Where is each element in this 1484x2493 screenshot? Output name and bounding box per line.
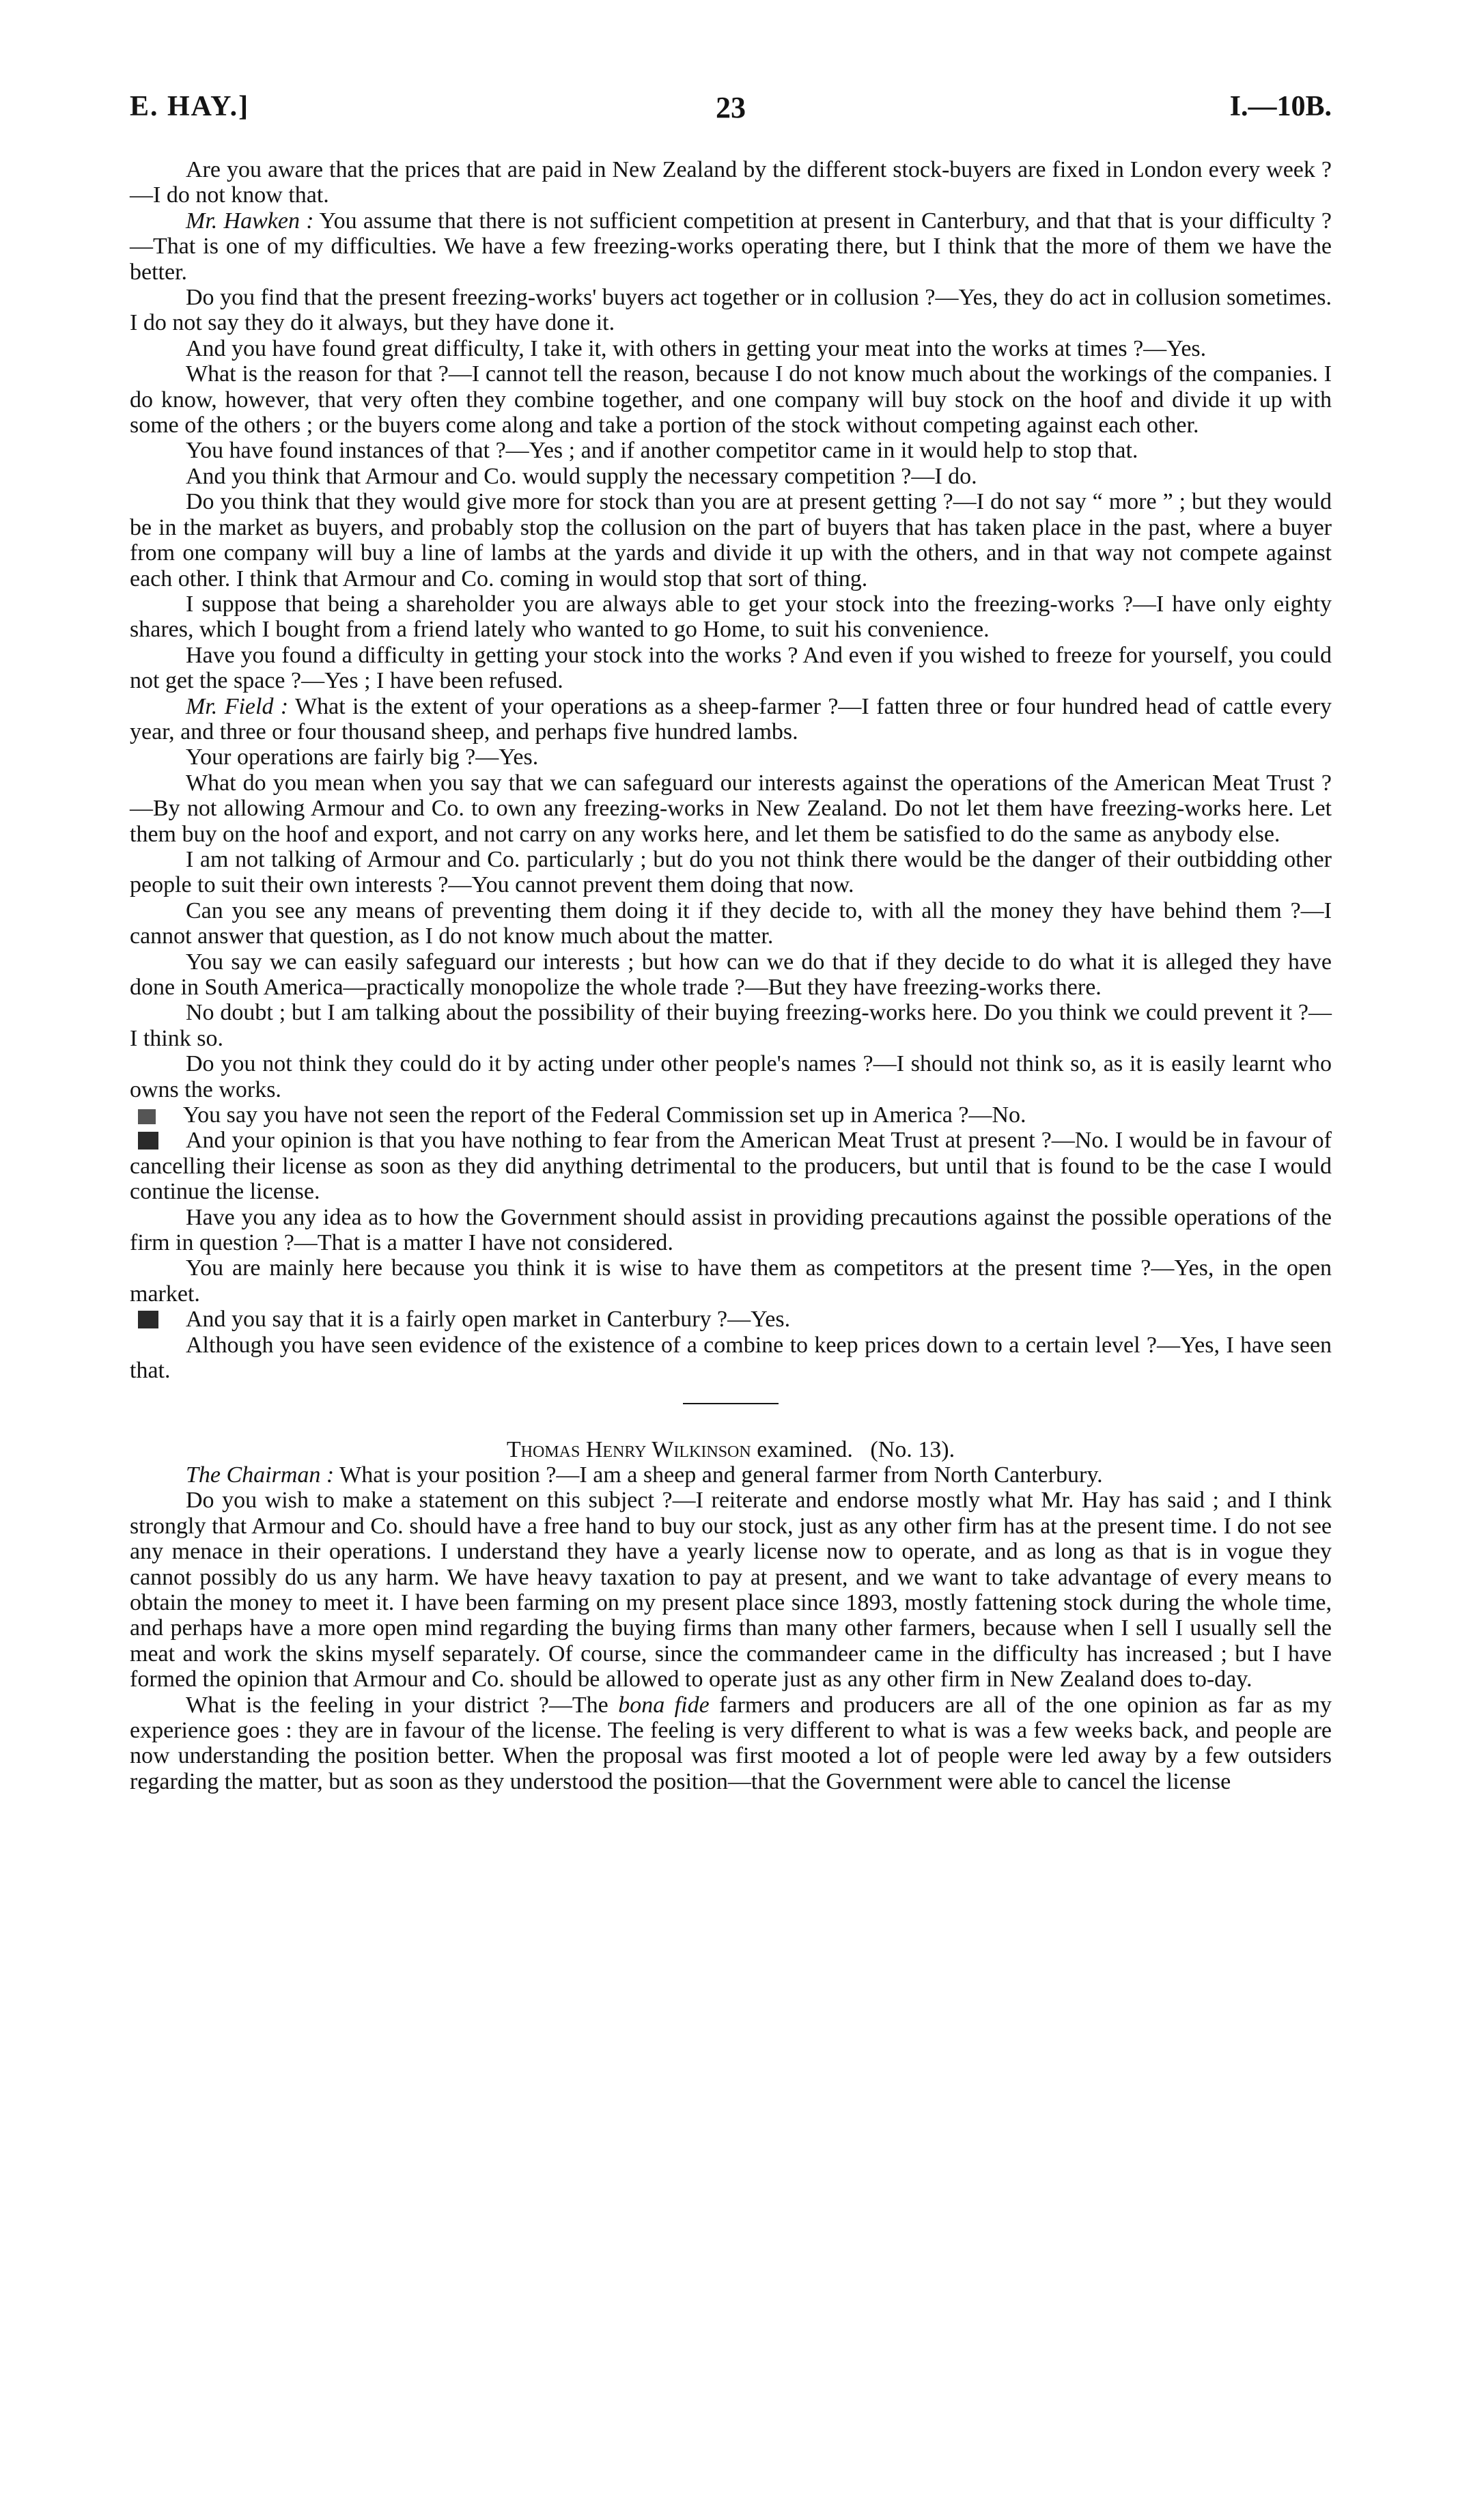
paragraph-text: And your opinion is that you have nothing to fear from the American Meat Trust at present ?—No. I would be in favour of cancelling their license as soon as they did anything detrimental to the producers, but until that is found to be the case I would continue the license. [130, 1128, 1332, 1205]
speaker-name: Mr. Field : [186, 693, 289, 719]
margin-mark-icon [138, 1311, 158, 1328]
paragraph [130, 1462, 1332, 1488]
paragraph [130, 489, 1332, 591]
paragraph-text: Have you any idea as to how the Government should assist in providing precautions against the possible operations of the firm in question ?—That is a matter I have not considered. [130, 1204, 1332, 1256]
paragraph-text: Do you wish to make a statement on this subject ?—I reiterate and endorse mostly what Mr. Hay has said ; and I think strongly that Armour and Co. should have a free hand to buy our stock, just as any other firm has at the present time. I do not see any menace in their operations. I understand they have a yearly license now to operate, and as long as that is in vogue they cannot possibly do us any harm. We have heavy taxation to pay at present, and we want to take advantage of every means to obtain the money to meet it. I have been farming on my present place since 1893, mostly fattening stock during the whole time, and perhaps have a more open mind regarding the buying firms than many other farmers, because when I sell I usually sell the meat and work the skins myself separately. Of course, since the commandeer came in the difficulty has increased ; but I have formed the opinion that Armour and Co. should be allowed to operate just as any other firm in New Zealand does to-day. [130, 1488, 1332, 1693]
witness-name: Thomas Henry Wilkinson [506, 1436, 751, 1462]
paragraph [130, 438, 1332, 463]
paragraph-text: Are you aware that the prices that are paid in New Zealand by the different stock-buyers are fixed in London every week ?—I do not know that. [130, 157, 1332, 208]
paragraph-text: farmers and producers are all of the one opinion as far as my experience goes : they are in favour of the license. The feeling is very different to what is was a few weeks back, and people are now understanding the position better. When the proposal was first mooted a lot of people were led away by a few outsiders regarding the matter, but as soon as they understood the position—that the Government were able to cancel the license [130, 1692, 1332, 1794]
paragraph-text: Although you have seen evidence of the existence of a combine to keep prices down to a certain level ?—Yes, I have seen that. [130, 1332, 1332, 1384]
paragraph-text: And you have found great difficulty, I take it, with others in getting your meat into the works at times ?—Yes. [186, 335, 1207, 361]
paragraph-text: I am not talking of Armour and Co. particularly ; but do you not think there would be the danger of their outbidding other people to suit their own interests ?—You cannot prevent them doing that now. [130, 846, 1332, 898]
paragraph [130, 1488, 1332, 1692]
testimony-wilkinson [130, 1462, 1332, 1794]
margin-mark-icon [138, 1109, 156, 1124]
paragraph [130, 361, 1332, 438]
paragraph [130, 1102, 1332, 1128]
paragraph-text: I suppose that being a shareholder you are always able to get your stock into the freezing-works ?—I have only eighty shares, which I bought from a friend lately who wanted to go Home, to suit his convenience. [130, 591, 1332, 643]
paragraph [130, 1307, 1332, 1332]
paragraph-text: What is the reason for that ?—I cannot tell the reason, because I do not know much about the workings of the companies. I do know, however, that very often they combine together, and one company will buy stock on the hoof and divide it up with some of the others ; or the buyers come along and take a portion of the stock without competing against each other. [130, 361, 1332, 438]
witness-suffix: examined. [751, 1436, 853, 1462]
witness-number: (No. 13). [870, 1436, 955, 1462]
paragraph-text: You have found instances of that ?—Yes ; and if another competitor came in it would help to stop that. [186, 438, 1138, 464]
paragraph [130, 744, 1332, 770]
paragraph [130, 949, 1332, 1001]
paragraph-text: Have you found a difficulty in getting your stock into the works ? And even if you wished to freeze for yourself, you could not get the space ?—Yes ; I have been refused. [130, 642, 1332, 694]
paragraph [130, 770, 1332, 847]
paragraph-text: You are mainly here because you think it is wise to have them as competitors at the present time ?—Yes, in the open market. [130, 1255, 1332, 1307]
witness-heading [130, 1437, 1332, 1462]
paragraph [130, 694, 1332, 745]
speaker-name: The Chairman : [186, 1462, 335, 1488]
paragraph [130, 847, 1332, 898]
paragraph-text: And you say that it is a fairly open market in Canterbury ?—Yes. [186, 1307, 791, 1333]
testimony-hay [130, 157, 1332, 1384]
paragraph [130, 1128, 1332, 1204]
paragraph-text: You assume that there is not sufficient competition at present in Canterbury, and that that is your difficulty ?—That is one of my difficulties. We have a few freezing-works operating there, but I think that the more of them we have the better. [130, 208, 1332, 285]
paragraph-text: And you think that Armour and Co. would supply the necessary competition ?—I do. [186, 463, 977, 489]
paragraph-text: You say we can easily safeguard our interests ; but how can we do that if they decide to do what it is alleged they have done in South America—practically monopolize the whole trade ?—But they have freezing-works there. [130, 949, 1332, 1000]
paragraph-text: Do you find that the present freezing-works' buyers act together or in collusion ?—Yes, they do act in collusion sometimes. I do not say they do it always, but they have done it. [130, 285, 1332, 336]
paragraph-text: No doubt ; but I am talking about the possibility of their buying freezing-works here. Do you think we could prevent it ?—I think so. [130, 1000, 1332, 1051]
paragraph-text: Can you see any means of preventing them doing it if they decide to, with all the money they have behind them ?—I cannot answer that question, as I do not know much about the matter. [130, 897, 1332, 949]
paragraph [130, 157, 1332, 208]
paragraph-text-before: What is the feeling in your district ?—The [186, 1692, 619, 1718]
paragraph [130, 208, 1332, 285]
header-right: I.—10B. [1229, 91, 1332, 122]
paragraph [130, 1255, 1332, 1307]
italic-phrase: bona fide [618, 1692, 710, 1718]
paragraph-text: What is the extent of your operations as a sheep-farmer ?—I fatten three or four hundred head of cattle every year, and three or four thousand sheep, and perhaps five hundred lambs. [130, 693, 1332, 744]
paragraph [130, 1000, 1332, 1051]
paragraph-text: You say you have not seen the report of the Federal Commission set up in America ?—No. [183, 1102, 1026, 1128]
paragraph [130, 285, 1332, 336]
margin-mark-icon [138, 1132, 158, 1150]
paragraph [130, 591, 1332, 643]
paragraph [130, 1051, 1332, 1102]
paragraph-text: What is your position ?—I am a sheep and general farmer from North Canterbury. [334, 1462, 1103, 1488]
paragraph [130, 1693, 1332, 1795]
page-header [130, 90, 1332, 131]
paragraph [130, 336, 1332, 361]
paragraph-text: Do you not think they could do it by acting under other people's names ?—I should not think so, as it is easily learnt who owns the works. [130, 1051, 1332, 1102]
paragraph [130, 898, 1332, 949]
page-number: 23 [716, 91, 746, 124]
paragraph [130, 1205, 1332, 1256]
paragraph-text: Do you think that they would give more for stock than you are at present getting ?—I do not say “ more ” ; but they would be in the market as buyers, and probably stop the collusion on the part of buyers that has taken place in the past, where a buyer from one company will buy a line of lambs at the yards and divide it up with the others, and in that way not compete against each other. I think that Armour and Co. coming in would stop that sort of thing. [130, 489, 1332, 591]
section-divider [683, 1403, 779, 1404]
paragraph [130, 464, 1332, 489]
paragraph [130, 643, 1332, 694]
body-text [130, 157, 1332, 1794]
header-left: E. HAY.] [130, 91, 250, 122]
paragraph [130, 1333, 1332, 1384]
speaker-name: Mr. Hawken : [186, 208, 314, 234]
paragraph-text: What do you mean when you say that we can safeguard our interests against the operations of the American Meat Trust ?—By not allowing Armour and Co. to own any freezing-works in New Zealand. Do not let them have freezing-works here. Let them buy on the hoof and export, and not carry on any works here, and let them be satisfied to do the same as anybody else. [130, 770, 1332, 847]
paragraph-text: Your operations are fairly big ?—Yes. [186, 744, 539, 770]
